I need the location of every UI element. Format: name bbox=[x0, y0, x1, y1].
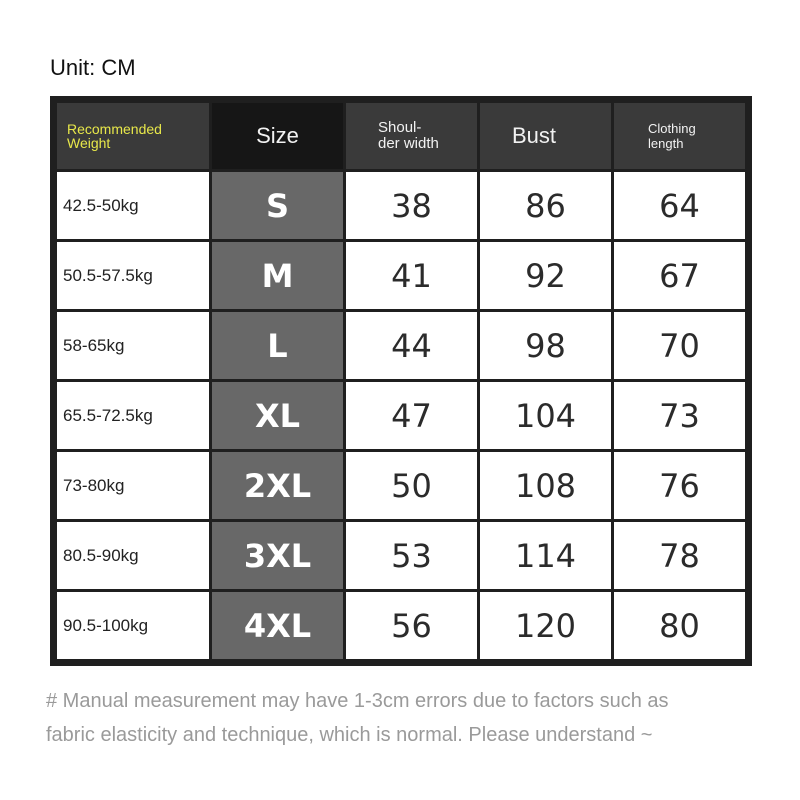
cell-bust: 108 bbox=[480, 452, 611, 519]
header-length-line1: Clothing bbox=[648, 121, 696, 136]
cell-weight: 42.5-50kg bbox=[57, 172, 209, 239]
size-chart-table bbox=[54, 100, 748, 662]
cell-size: XL bbox=[212, 382, 343, 449]
cell-shoulder: 38 bbox=[346, 172, 477, 239]
note-line-2: fabric elasticity and technique, which is normal. Please understand ~ bbox=[46, 724, 653, 746]
cell-bust: 92 bbox=[480, 242, 611, 309]
cell-shoulder: 44 bbox=[346, 312, 477, 379]
cell-weight: 50.5-57.5kg bbox=[57, 242, 209, 309]
header-size: Size bbox=[212, 103, 343, 169]
header-clothing-length bbox=[614, 103, 745, 169]
cell-length: 67 bbox=[614, 242, 745, 309]
header-weight-line1: Recommended bbox=[67, 121, 162, 137]
table-row bbox=[57, 242, 745, 309]
table-header-row bbox=[57, 103, 745, 169]
cell-weight: 58-65kg bbox=[57, 312, 209, 379]
cell-size: 4XL bbox=[212, 592, 343, 659]
table-row bbox=[57, 452, 745, 519]
cell-length: 64 bbox=[614, 172, 745, 239]
header-shoulder-line1: Shoul- bbox=[378, 119, 422, 136]
cell-length: 76 bbox=[614, 452, 745, 519]
table-row bbox=[57, 312, 745, 379]
cell-length: 78 bbox=[614, 522, 745, 589]
cell-bust: 120 bbox=[480, 592, 611, 659]
cell-size: S bbox=[212, 172, 343, 239]
cell-size: L bbox=[212, 312, 343, 379]
measurement-note bbox=[46, 684, 746, 752]
cell-weight: 80.5-90kg bbox=[57, 522, 209, 589]
cell-bust: 114 bbox=[480, 522, 611, 589]
header-length-line2: length bbox=[648, 136, 684, 151]
unit-label: Unit: CM bbox=[50, 55, 136, 80]
cell-shoulder: 56 bbox=[346, 592, 477, 659]
header-shoulder-line2: der width bbox=[378, 135, 439, 152]
table-row bbox=[57, 172, 745, 239]
cell-length: 80 bbox=[614, 592, 745, 659]
header-weight-line2: Weight bbox=[67, 135, 111, 151]
header-shoulder-width bbox=[346, 103, 477, 169]
cell-size: 3XL bbox=[212, 522, 343, 589]
cell-size: M bbox=[212, 242, 343, 309]
cell-weight: 90.5-100kg bbox=[57, 592, 209, 659]
header-recommended-weight bbox=[57, 103, 209, 169]
cell-length: 73 bbox=[614, 382, 745, 449]
table-row bbox=[57, 592, 745, 659]
cell-bust: 86 bbox=[480, 172, 611, 239]
header-bust: Bust bbox=[480, 103, 611, 169]
cell-shoulder: 47 bbox=[346, 382, 477, 449]
table-row bbox=[57, 522, 745, 589]
note-line-1: # Manual measurement may have 1-3cm errors due to factors such as bbox=[46, 690, 669, 712]
table-row bbox=[57, 382, 745, 449]
cell-bust: 98 bbox=[480, 312, 611, 379]
cell-shoulder: 41 bbox=[346, 242, 477, 309]
cell-weight: 65.5-72.5kg bbox=[57, 382, 209, 449]
cell-size: 2XL bbox=[212, 452, 343, 519]
cell-shoulder: 53 bbox=[346, 522, 477, 589]
cell-length: 70 bbox=[614, 312, 745, 379]
size-chart-table-frame bbox=[50, 96, 752, 666]
cell-bust: 104 bbox=[480, 382, 611, 449]
cell-weight: 73-80kg bbox=[57, 452, 209, 519]
cell-shoulder: 50 bbox=[346, 452, 477, 519]
